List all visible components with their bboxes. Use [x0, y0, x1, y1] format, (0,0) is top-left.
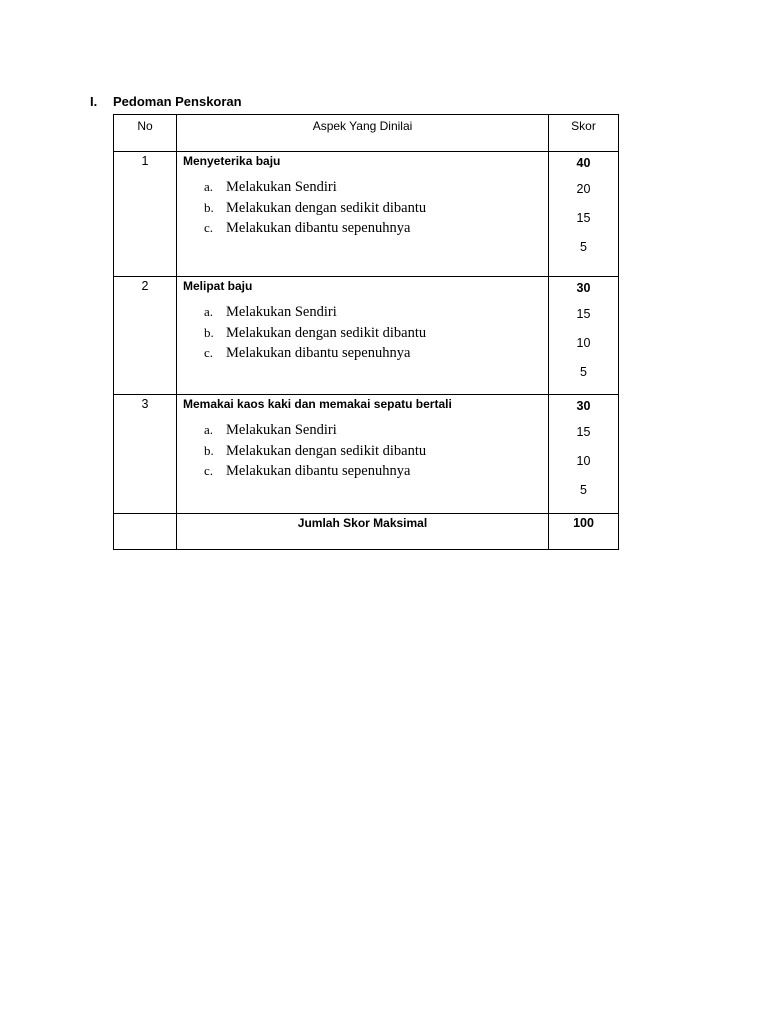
option-text: Melakukan dengan sedikit dibantu	[226, 199, 427, 216]
header-aspek	[177, 115, 549, 152]
option-text: Melakukan Sendiri	[226, 304, 337, 320]
scoring-table	[113, 114, 619, 550]
list-item	[204, 343, 548, 364]
option-letter: a.	[204, 304, 214, 319]
option-score: 15	[576, 425, 591, 439]
table-header-row	[114, 115, 619, 152]
header-skor-label: Skor	[571, 119, 596, 133]
option-score: 5	[580, 365, 587, 379]
option-list	[177, 177, 548, 239]
option-score: 10	[576, 454, 591, 468]
row-number: 2	[141, 279, 149, 293]
list-item	[204, 323, 548, 344]
option-letter: b.	[204, 199, 214, 215]
list-item	[204, 420, 548, 441]
table-row	[114, 277, 619, 395]
list-item	[204, 177, 548, 198]
option-letter: c.	[204, 220, 214, 235]
option-text: Melakukan dibantu sepenuhnya	[226, 345, 411, 361]
header-no-label: No	[137, 119, 153, 133]
header-skor	[549, 115, 619, 152]
option-letter: c.	[204, 345, 214, 360]
option-score: 5	[580, 483, 587, 497]
option-letter: a.	[204, 179, 214, 194]
total-row	[114, 514, 619, 550]
section-number: I.	[90, 94, 98, 109]
option-letter: b.	[204, 442, 214, 458]
item-title: Memakai kaos kaki dan memakai sepatu bertali	[183, 397, 452, 411]
item-score: 30	[576, 281, 591, 295]
option-text: Melakukan dengan sedikit dibantu	[226, 442, 427, 459]
table-row	[114, 152, 619, 277]
score-cell	[549, 152, 619, 277]
row-number-cell	[114, 395, 177, 514]
section-title: Pedoman Penskoran	[113, 94, 242, 109]
table-row	[114, 395, 619, 514]
row-number-cell	[114, 277, 177, 395]
option-letter: c.	[204, 463, 214, 478]
aspek-cell	[177, 395, 549, 514]
list-item	[204, 218, 548, 239]
total-empty-cell	[114, 514, 177, 550]
option-letter: b.	[204, 324, 214, 340]
header-aspek-label: Aspek Yang Dinilai	[312, 119, 413, 133]
item-title: Melipat baju	[183, 279, 253, 293]
option-score: 15	[576, 211, 591, 225]
list-item	[204, 441, 548, 462]
header-no	[114, 115, 177, 152]
option-text: Melakukan dengan sedikit dibantu	[226, 324, 427, 341]
total-label-cell	[177, 514, 549, 550]
aspek-cell	[177, 152, 549, 277]
list-item	[204, 302, 548, 323]
option-text: Melakukan Sendiri	[226, 179, 337, 195]
total-score-cell	[549, 514, 619, 550]
score-cell	[549, 395, 619, 514]
section-heading	[90, 94, 242, 109]
option-score: 10	[576, 336, 591, 350]
option-list	[177, 420, 548, 482]
item-score: 40	[576, 156, 591, 170]
score-cell	[549, 277, 619, 395]
option-list	[177, 302, 548, 364]
aspek-cell	[177, 277, 549, 395]
item-score: 30	[576, 399, 591, 413]
option-text: Melakukan dibantu sepenuhnya	[226, 220, 411, 236]
row-number: 3	[141, 397, 149, 411]
total-score: 100	[573, 516, 594, 530]
list-item	[204, 198, 548, 219]
total-label: Jumlah Skor Maksimal	[297, 516, 428, 530]
list-item	[204, 461, 548, 482]
row-number: 1	[141, 154, 149, 168]
option-letter: a.	[204, 422, 214, 437]
option-text: Melakukan Sendiri	[226, 422, 337, 438]
option-score: 5	[580, 240, 587, 254]
option-score: 20	[576, 182, 591, 196]
row-number-cell	[114, 152, 177, 277]
option-score: 15	[576, 307, 591, 321]
option-text: Melakukan dibantu sepenuhnya	[226, 463, 411, 479]
item-title: Menyeterika baju	[183, 154, 281, 168]
